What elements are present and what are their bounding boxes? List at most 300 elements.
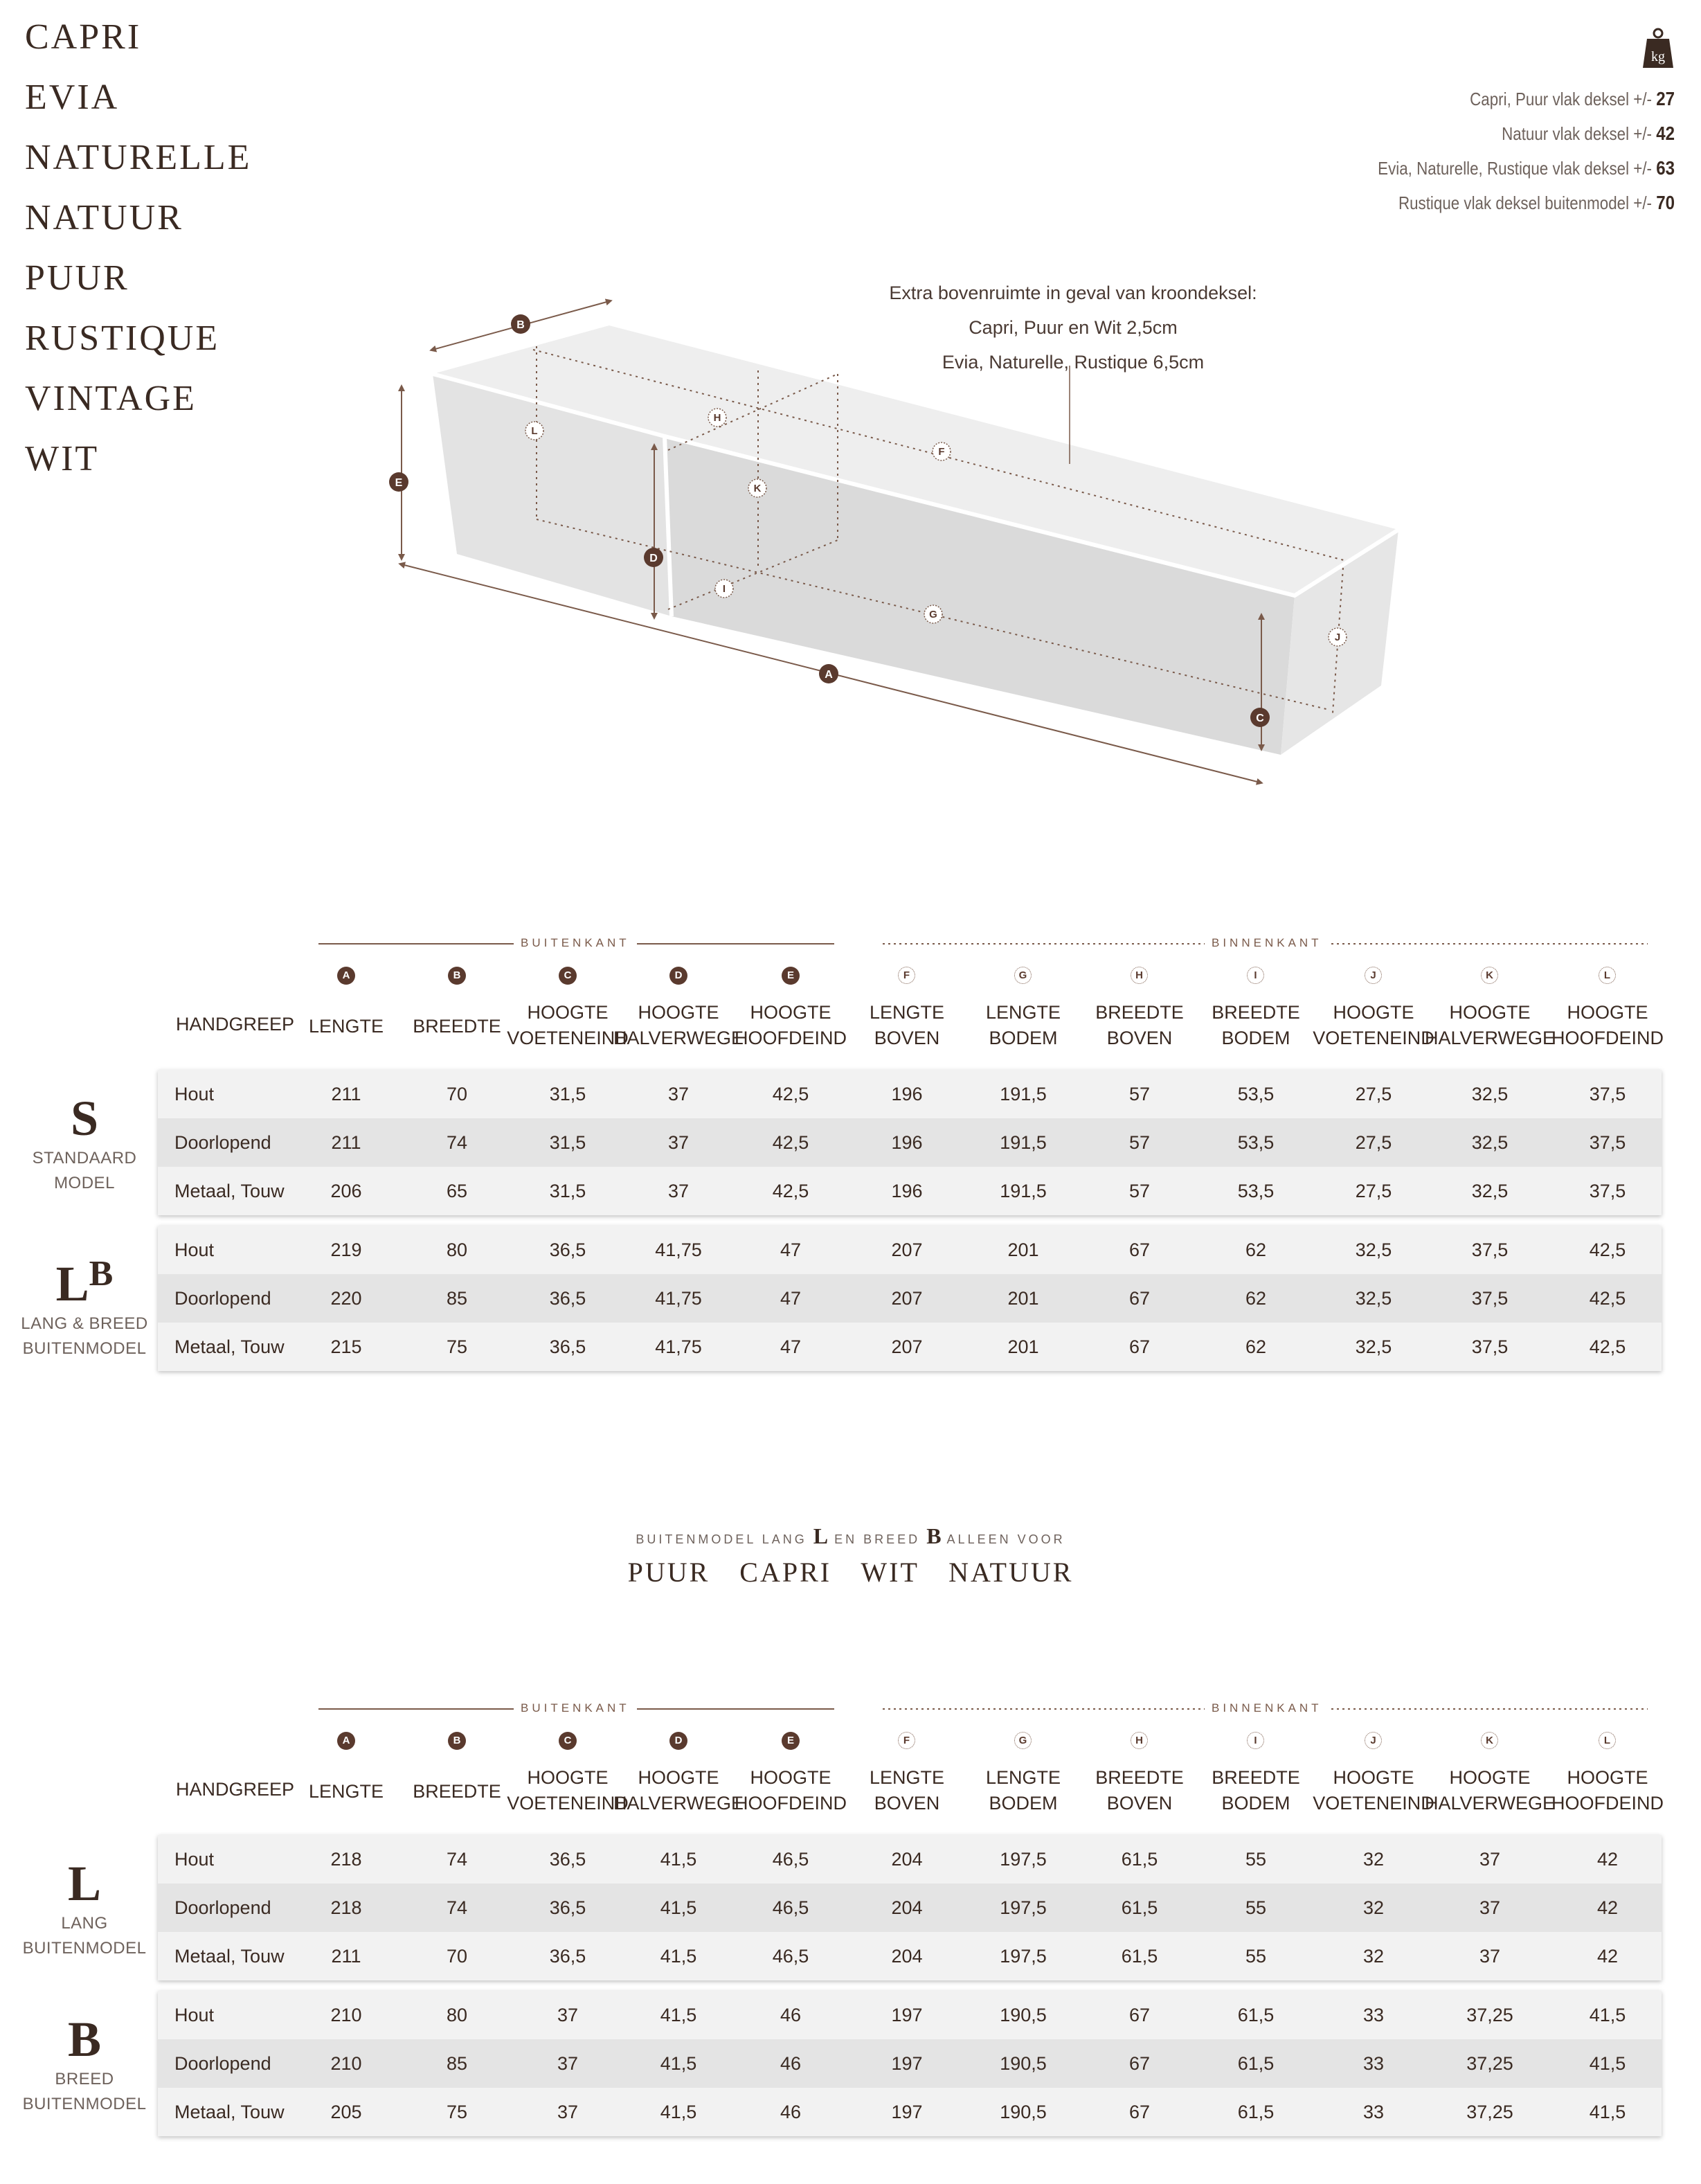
value-cell: 37 xyxy=(1479,1849,1501,1870)
value-cell: 62 xyxy=(1245,1288,1267,1309)
value-cell: 80 xyxy=(446,2005,468,2025)
weight-label: Evia, Naturelle, Rustique vlak deksel xyxy=(1378,158,1634,179)
value-cell: 67 xyxy=(1128,1336,1151,1357)
value-cell: 41,5 xyxy=(660,2102,697,2122)
column-header-line2: BODEM xyxy=(1221,1028,1290,1048)
size-letter-main: L xyxy=(55,1256,89,1312)
value-cell: 197,5 xyxy=(1000,1849,1047,1870)
column-badge: D xyxy=(669,1732,687,1750)
value-cell: 190,5 xyxy=(1000,2005,1047,2025)
column-badge: F xyxy=(898,967,915,984)
handgreep-cell: Metaal, Touw xyxy=(174,1946,285,1967)
value-cell: 191,5 xyxy=(1000,1132,1047,1153)
value-cell: 74 xyxy=(446,1849,468,1870)
column-header-line2: BOVEN xyxy=(1106,1793,1173,1814)
value-cell: 42,5 xyxy=(772,1084,809,1104)
table-group xyxy=(158,1070,1662,1215)
table-row xyxy=(158,1835,1662,1883)
value-cell: 32,5 xyxy=(1355,1239,1392,1260)
column-badge: J xyxy=(1365,967,1382,984)
size-letter xyxy=(0,1246,169,1312)
value-cell: 67 xyxy=(1128,1288,1151,1309)
handgreep-cell: Hout xyxy=(174,1239,215,1260)
value-cell: 27,5 xyxy=(1355,1132,1392,1153)
column-header-line2: BODEM xyxy=(1221,1793,1290,1814)
column-badge: I xyxy=(1247,1732,1264,1749)
value-cell: 33 xyxy=(1362,2005,1385,2025)
column-header-line1: LENGTE xyxy=(308,1781,384,1802)
column-header xyxy=(725,1765,856,1816)
value-cell: 33 xyxy=(1362,2102,1385,2122)
column-badge: A xyxy=(337,967,355,985)
table-lang-breed-buitenmodel xyxy=(0,1693,1701,2150)
value-cell: 57 xyxy=(1128,1084,1151,1104)
binnenkant-label: BINNENKANT xyxy=(1205,1701,1329,1715)
value-cell: 36,5 xyxy=(549,1336,586,1357)
value-cell: 190,5 xyxy=(1000,2102,1047,2122)
value-cell: 37,25 xyxy=(1466,2053,1513,2074)
value-cell: 41,75 xyxy=(655,1239,702,1260)
value-cell: 37,5 xyxy=(1589,1181,1626,1201)
value-cell: 61,5 xyxy=(1237,2005,1275,2025)
buitenkant-label: BUITENKANT xyxy=(514,1701,637,1715)
column-badge: F xyxy=(898,1732,915,1749)
badge-k: K xyxy=(753,483,762,494)
column-header xyxy=(1308,1765,1439,1816)
value-cell: 37,5 xyxy=(1589,1084,1626,1104)
size-desc-1: LANG xyxy=(61,1914,108,1933)
table-row xyxy=(158,1167,1662,1215)
value-cell: 42,5 xyxy=(772,1181,809,1201)
value-cell: 41,5 xyxy=(1589,2102,1626,2122)
value-cell: 36,5 xyxy=(549,1946,586,1967)
value-cell: 37 xyxy=(667,1181,690,1201)
value-cell: 46 xyxy=(780,2053,802,2074)
size-desc-2: MODEL xyxy=(54,1174,115,1192)
weight-value: 27 xyxy=(1656,88,1675,109)
value-cell: 46 xyxy=(780,2005,802,2025)
value-cell: 32 xyxy=(1362,1849,1385,1870)
column-header-line1: HOOGTE xyxy=(1449,1002,1531,1023)
model-name: WIT xyxy=(25,439,100,478)
value-cell: 197 xyxy=(891,2053,923,2074)
value-cell: 42 xyxy=(1596,1946,1619,1967)
value-cell: 211 xyxy=(331,1084,361,1104)
value-cell: 191,5 xyxy=(1000,1181,1047,1201)
model-name: RUSTIQUE xyxy=(25,319,220,358)
value-cell: 201 xyxy=(1007,1288,1039,1309)
table-group xyxy=(158,1226,1662,1371)
value-cell: 41,75 xyxy=(655,1336,702,1357)
value-cell: 55 xyxy=(1245,1849,1267,1870)
extra-space-note xyxy=(831,276,1315,379)
badge-h: H xyxy=(713,412,721,424)
value-cell: 53,5 xyxy=(1237,1181,1275,1201)
badge-l: L xyxy=(531,425,538,437)
value-cell: 61,5 xyxy=(1121,1946,1158,1967)
value-cell: 41,5 xyxy=(660,1849,697,1870)
table-standard-lang-breed xyxy=(0,928,1701,1385)
value-cell: 32 xyxy=(1362,1897,1385,1918)
column-header-line1: HOOGTE xyxy=(1449,1767,1531,1788)
value-cell: 204 xyxy=(891,1946,923,1967)
column-header-line2: VOETENEIND xyxy=(507,1028,629,1048)
column-header-line2: HOOFDEIND xyxy=(735,1793,847,1814)
value-cell: 215 xyxy=(330,1336,362,1357)
column-badge: E xyxy=(782,967,800,985)
value-cell: 220 xyxy=(330,1288,362,1309)
value-cell: 41,75 xyxy=(655,1288,702,1309)
value-cell: 46,5 xyxy=(772,1946,809,1967)
value-cell: 37 xyxy=(557,2102,579,2122)
value-cell: 32,5 xyxy=(1471,1084,1509,1104)
handgreep-cell: Doorlopend xyxy=(174,1132,271,1153)
value-cell: 37,5 xyxy=(1589,1132,1626,1153)
column-header-line1: HOOGTE xyxy=(527,1767,609,1788)
value-cell: 197,5 xyxy=(1000,1897,1047,1918)
badge-f: F xyxy=(938,446,945,458)
column-badge: C xyxy=(559,1732,577,1750)
badge-c: C xyxy=(1256,713,1264,724)
column-header-line1: LENGTE xyxy=(869,1767,945,1788)
size-desc-1: STANDAARD xyxy=(32,1149,137,1167)
note-text-b: EN BREED xyxy=(834,1532,921,1546)
column-header-line1: HOOGTE xyxy=(750,1767,831,1788)
value-cell: 47 xyxy=(780,1336,802,1357)
column-header-line1: LENGTE xyxy=(985,1002,1061,1023)
column-header-line1: HOOGTE xyxy=(638,1767,719,1788)
value-cell: 47 xyxy=(780,1239,802,1260)
handgreep-cell: Metaal, Touw xyxy=(174,2102,285,2122)
weight-prefix: +/- xyxy=(1633,158,1657,179)
column-badge: E xyxy=(782,1732,800,1750)
column-header-line1: BREEDTE xyxy=(1095,1002,1184,1023)
model-name: PUUR xyxy=(25,258,129,298)
value-cell: 41,5 xyxy=(660,2005,697,2025)
column-header xyxy=(841,1000,973,1051)
value-cell: 37 xyxy=(1479,1897,1501,1918)
weight-value: 70 xyxy=(1656,192,1675,213)
value-cell: 74 xyxy=(446,1132,468,1153)
value-cell: 204 xyxy=(891,1897,923,1918)
value-cell: 47 xyxy=(780,1288,802,1309)
model-size-label xyxy=(0,1091,169,1196)
value-cell: 31,5 xyxy=(549,1084,586,1104)
value-cell: 70 xyxy=(446,1084,468,1104)
column-badge: J xyxy=(1365,1732,1382,1749)
value-cell: 61,5 xyxy=(1121,1897,1158,1918)
column-header-line1: BREEDTE xyxy=(1212,1767,1300,1788)
model-size-label xyxy=(0,1856,169,1961)
value-cell: 80 xyxy=(446,1239,468,1260)
column-badge: G xyxy=(1014,1732,1032,1749)
value-cell: 42 xyxy=(1596,1897,1619,1918)
column-header-line1: LENGTE xyxy=(308,1016,384,1037)
column-header-line1: BREEDTE xyxy=(1212,1002,1300,1023)
badge-g: G xyxy=(929,609,937,620)
value-cell: 196 xyxy=(891,1132,923,1153)
value-cell: 74 xyxy=(446,1897,468,1918)
badge-b: B xyxy=(516,319,525,331)
table-row xyxy=(158,2039,1662,2088)
value-cell: 42,5 xyxy=(772,1132,809,1153)
value-cell: 61,5 xyxy=(1237,2053,1275,2074)
binnenkant-label: BINNENKANT xyxy=(1205,936,1329,950)
size-letter xyxy=(0,1091,169,1146)
badge-e: E xyxy=(395,477,403,489)
handgreep-cell: Metaal, Touw xyxy=(174,1336,285,1357)
value-cell: 55 xyxy=(1245,1897,1267,1918)
value-cell: 46,5 xyxy=(772,1897,809,1918)
value-cell: 62 xyxy=(1245,1239,1267,1260)
column-header-line1: HOOGTE xyxy=(638,1002,719,1023)
column-header xyxy=(1542,1765,1673,1816)
value-cell: 37,25 xyxy=(1466,2005,1513,2025)
value-cell: 37 xyxy=(667,1084,690,1104)
value-cell: 37,5 xyxy=(1471,1239,1509,1260)
badge-a: A xyxy=(825,669,833,681)
table-group xyxy=(158,1835,1662,1980)
value-cell: 196 xyxy=(891,1181,923,1201)
column-header-line1: BREEDTE xyxy=(1095,1767,1184,1788)
value-cell: 219 xyxy=(330,1239,362,1260)
size-desc-1: LANG & BREED xyxy=(21,1314,148,1333)
weight-value: 42 xyxy=(1656,123,1675,144)
column-header xyxy=(1074,1000,1205,1051)
table-row xyxy=(158,1323,1662,1371)
value-cell: 70 xyxy=(446,1946,468,1967)
model-size-label xyxy=(0,1246,169,1361)
note-text-a: BUITENMODEL LANG xyxy=(636,1532,807,1546)
badge-i: I xyxy=(722,583,726,595)
value-cell: 42 xyxy=(1596,1849,1619,1870)
column-badge: K xyxy=(1481,1732,1498,1749)
column-badge: B xyxy=(448,967,466,985)
value-cell: 37,25 xyxy=(1466,2102,1513,2122)
weight-prefix: +/- xyxy=(1633,123,1657,144)
value-cell: 62 xyxy=(1245,1336,1267,1357)
column-badge: I xyxy=(1247,967,1264,984)
table-row xyxy=(158,2088,1662,2136)
column-header-line2: HOOFDEIND xyxy=(1551,1028,1664,1048)
value-cell: 37 xyxy=(557,2053,579,2074)
handgreep-cell: Metaal, Touw xyxy=(174,1181,285,1201)
table-group xyxy=(158,1991,1662,2136)
column-header-line2: BODEM xyxy=(989,1028,1058,1048)
column-header xyxy=(725,1000,856,1051)
value-cell: 75 xyxy=(446,1336,468,1357)
value-cell: 67 xyxy=(1128,1239,1151,1260)
value-cell: 201 xyxy=(1007,1239,1039,1260)
value-cell: 85 xyxy=(446,2053,468,2074)
size-letter xyxy=(0,1856,169,1911)
value-cell: 57 xyxy=(1128,1132,1151,1153)
column-header-line2: BOVEN xyxy=(874,1793,940,1814)
handgreep-cell: Doorlopend xyxy=(174,2053,271,2074)
column-header-line2: VOETENEIND xyxy=(1313,1793,1434,1814)
value-cell: 85 xyxy=(446,1288,468,1309)
badge-j: J xyxy=(1334,632,1341,643)
weight-value: 63 xyxy=(1656,157,1675,179)
size-letter-main: L xyxy=(67,1856,102,1911)
value-cell: 36,5 xyxy=(549,1288,586,1309)
column-header-line2: BOVEN xyxy=(1106,1028,1173,1048)
column-header xyxy=(957,1000,1089,1051)
value-cell: 41,5 xyxy=(1589,2053,1626,2074)
handgreep-header: HANDGREEP xyxy=(176,1779,295,1800)
weight-prefix: +/- xyxy=(1633,89,1657,109)
value-cell: 67 xyxy=(1128,2005,1151,2025)
value-cell: 32,5 xyxy=(1471,1132,1509,1153)
badge-d: D xyxy=(649,553,658,564)
value-cell: 197,5 xyxy=(1000,1946,1047,1967)
column-header-line1: HOOGTE xyxy=(1333,1767,1414,1788)
value-cell: 207 xyxy=(891,1288,923,1309)
extra-note-line1: Extra bovenruimte in geval van kroondeksel: xyxy=(889,283,1257,303)
value-cell: 46 xyxy=(780,2102,802,2122)
size-desc-2: BUITENMODEL xyxy=(22,2095,147,2113)
column-header-line1: BREEDTE xyxy=(413,1781,501,1802)
value-cell: 36,5 xyxy=(549,1849,586,1870)
model-name: NATURELLE xyxy=(25,138,252,177)
value-cell: 32,5 xyxy=(1355,1336,1392,1357)
column-badge: A xyxy=(337,1732,355,1750)
note-letter-l: L xyxy=(813,1523,829,1548)
value-cell: 31,5 xyxy=(549,1181,586,1201)
column-header-line2: HALVERWEGE xyxy=(1424,1793,1556,1814)
column-header xyxy=(1424,1000,1556,1051)
column-header xyxy=(957,1765,1089,1816)
value-cell: 41,5 xyxy=(660,1897,697,1918)
value-cell: 204 xyxy=(891,1849,923,1870)
size-desc-2: BUITENMODEL xyxy=(22,1939,147,1958)
column-badge: G xyxy=(1014,967,1032,984)
column-header-line1: HOOGTE xyxy=(527,1002,609,1023)
column-header xyxy=(841,1765,973,1816)
header-range-lines xyxy=(0,933,1701,954)
value-cell: 57 xyxy=(1128,1181,1151,1201)
value-cell: 27,5 xyxy=(1355,1084,1392,1104)
table-row xyxy=(158,1883,1662,1932)
value-cell: 36,5 xyxy=(549,1897,586,1918)
size-letter-main: S xyxy=(70,1091,99,1146)
value-cell: 42,5 xyxy=(1589,1336,1626,1357)
value-cell: 211 xyxy=(331,1132,361,1153)
column-header-line1: HOOGTE xyxy=(1567,1767,1648,1788)
column-header-line1: BREEDTE xyxy=(413,1016,501,1037)
extra-note-line3: Evia, Naturelle, Rustique 6,5cm xyxy=(942,352,1205,373)
column-header xyxy=(1190,1000,1322,1051)
value-cell: 205 xyxy=(330,2102,362,2122)
value-cell: 53,5 xyxy=(1237,1132,1275,1153)
value-cell: 75 xyxy=(446,2102,468,2122)
table-row xyxy=(158,1226,1662,1274)
handgreep-cell: Hout xyxy=(174,2005,215,2025)
note-text-c: ALLEEN VOOR xyxy=(946,1532,1065,1546)
column-header-line2: HOOFDEIND xyxy=(735,1028,847,1048)
table-row xyxy=(158,1118,1662,1167)
handgreep-header: HANDGREEP xyxy=(176,1014,295,1035)
value-cell: 32 xyxy=(1362,1946,1385,1967)
value-cell: 27,5 xyxy=(1355,1181,1392,1201)
table-row xyxy=(158,1070,1662,1118)
value-cell: 42,5 xyxy=(1589,1239,1626,1260)
handgreep-cell: Hout xyxy=(174,1084,215,1104)
model-name: NATUUR xyxy=(25,198,183,238)
buitenmodel-models: PUUR CAPRI WIT NATUUR xyxy=(627,1557,1074,1588)
value-cell: 37 xyxy=(557,2005,579,2025)
column-header-line1: LENGTE xyxy=(869,1002,945,1023)
value-cell: 32,5 xyxy=(1355,1288,1392,1309)
size-letter xyxy=(0,2012,169,2067)
size-desc-2: BUITENMODEL xyxy=(22,1339,147,1358)
weight-prefix: +/- xyxy=(1633,193,1657,213)
column-header-line1: LENGTE xyxy=(985,1767,1061,1788)
column-badge: H xyxy=(1131,967,1148,984)
value-cell: 37 xyxy=(1479,1946,1501,1967)
column-header xyxy=(1542,1000,1673,1051)
value-cell: 206 xyxy=(330,1181,362,1201)
value-cell: 67 xyxy=(1128,2053,1151,2074)
value-cell: 207 xyxy=(891,1239,923,1260)
value-cell: 33 xyxy=(1362,2053,1385,2074)
column-badge: K xyxy=(1481,967,1498,984)
value-cell: 41,5 xyxy=(1589,2005,1626,2025)
value-cell: 53,5 xyxy=(1237,1084,1275,1104)
weight-label: Rustique vlak deksel buitenmodel xyxy=(1398,193,1634,213)
column-header-line2: HALVERWEGE xyxy=(1424,1028,1556,1048)
handgreep-cell: Doorlopend xyxy=(174,1288,271,1309)
note-letter-b: B xyxy=(926,1523,942,1548)
value-cell: 61,5 xyxy=(1121,1849,1158,1870)
value-cell: 32,5 xyxy=(1471,1181,1509,1201)
model-name: EVIA xyxy=(25,78,120,117)
column-header-line1: HOOGTE xyxy=(1567,1002,1648,1023)
column-header xyxy=(1074,1765,1205,1816)
value-cell: 211 xyxy=(331,1946,361,1967)
value-cell: 196 xyxy=(891,1084,923,1104)
column-badge: B xyxy=(448,1732,466,1750)
buitenkant-label: BUITENKANT xyxy=(514,936,637,950)
value-cell: 41,5 xyxy=(660,1946,697,1967)
value-cell: 61,5 xyxy=(1237,2102,1275,2122)
table-row xyxy=(158,1991,1662,2039)
column-header xyxy=(1424,1765,1556,1816)
value-cell: 46,5 xyxy=(772,1849,809,1870)
column-header-line2: VOETENEIND xyxy=(507,1793,629,1814)
value-cell: 65 xyxy=(446,1181,468,1201)
column-badge: L xyxy=(1599,967,1616,984)
value-cell: 37,5 xyxy=(1471,1336,1509,1357)
weight-label: Capri, Puur vlak deksel xyxy=(1470,89,1634,109)
value-cell: 37 xyxy=(667,1132,690,1153)
column-header xyxy=(1308,1000,1439,1051)
value-cell: 218 xyxy=(330,1897,362,1918)
column-badge: L xyxy=(1599,1732,1616,1749)
buitenmodel-note-small xyxy=(0,1523,1701,1549)
weight-icon-label: kg xyxy=(1651,49,1665,64)
value-cell: 210 xyxy=(330,2053,362,2074)
column-header xyxy=(1190,1765,1322,1816)
buitenmodel-note xyxy=(0,1523,1701,1588)
column-header-line2: HALVERWEGE xyxy=(613,1028,744,1048)
table-row xyxy=(158,1932,1662,1980)
value-cell: 31,5 xyxy=(549,1132,586,1153)
model-name: VINTAGE xyxy=(25,379,197,418)
weight-label: Natuur vlak deksel xyxy=(1502,123,1634,144)
column-header-line2: BODEM xyxy=(989,1793,1058,1814)
value-cell: 42,5 xyxy=(1589,1288,1626,1309)
